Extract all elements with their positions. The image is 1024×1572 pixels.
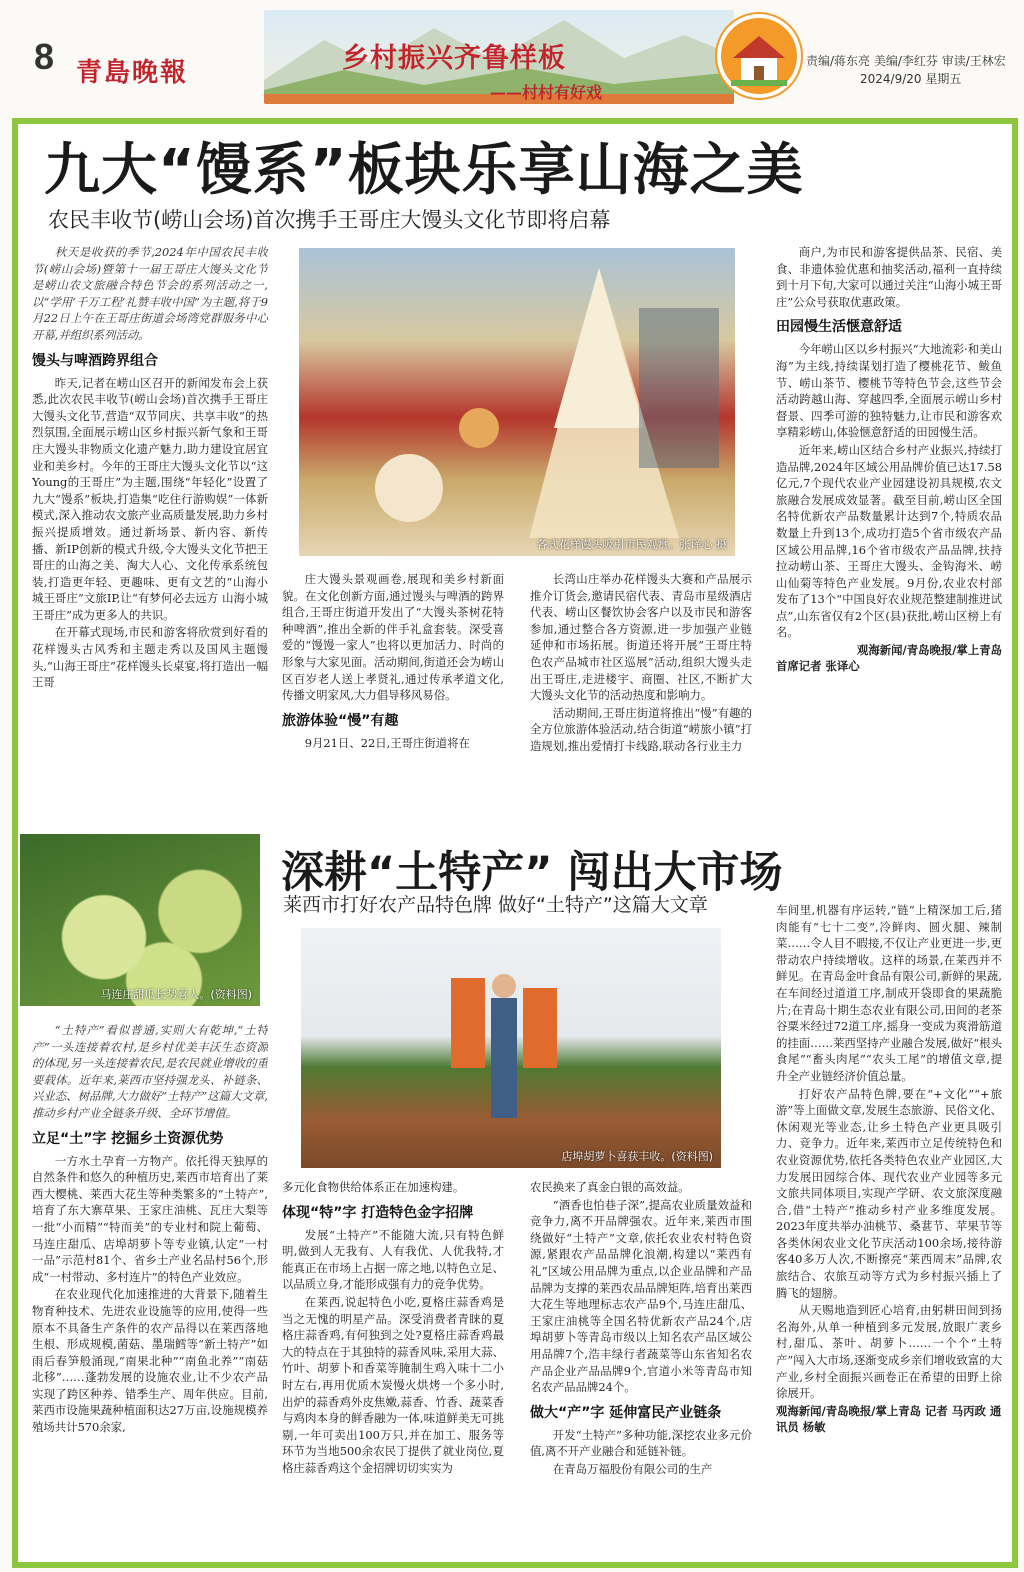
article1-byline: 观海新闻/青岛晚报/掌上青岛 <box>856 643 1002 658</box>
article1-headline: 九大“馒系”板块乐享山海之美 <box>44 138 804 203</box>
photo-caption: 店埠胡萝卜喜获丰收。(资料图) <box>561 1150 713 1163</box>
article1-column-2 <box>282 571 504 831</box>
article2-section-heading-2: 体现“特”字 打造特色金字招牌 <box>282 1204 474 1221</box>
article2-column-2 <box>282 1179 504 1562</box>
banner-subtitle: ——村村有好戏 <box>490 83 603 102</box>
melon-photo <box>20 834 260 1006</box>
carrot-harvest-photo <box>301 928 721 1168</box>
article1-column-4 <box>776 244 1002 829</box>
article2-byline: 观海新闻/青岛晚报/掌上青岛 记者 马丙政 通讯员 杨敏 <box>776 1403 1002 1434</box>
photo-caption: 马连庄甜瓜长势喜人。(资料图) <box>100 988 252 1001</box>
article1-paragraph: 今年崂山区以乡村振兴“大地流彩·和美山海”为主线,持续谋划打造了樱桃花节、鲅鱼节、崂山茶节、樱桃节等特色节会,这些节会活动跨越山海、穿越四季,全面展示崂山乡村督景、四季可游的独特魅力,让市民和游客欢享精彩崂山,体验惬意舒适的田园慢生活。 <box>776 342 1002 440</box>
article2-paragraph: 多元化食物供给体系正在加速构建。 <box>282 1180 465 1194</box>
article2-paragraph: 农民换来了真金白银的高效益。 <box>530 1180 690 1194</box>
article1-paragraph: 9月21日、22日,王哥庄街道将在 <box>304 735 470 750</box>
steamed-bun-tower-photo <box>299 248 735 556</box>
article2-paragraph: 开发“土特产”多种功能,深挖农业多元价值,离不开产业融合和延链补链。 <box>530 1427 752 1459</box>
article2-paragraph: 一方水土孕育一方物产。依托得天独厚的自然条件和悠久的种植历史,莱西市培育出了莱西大樱桃、莱西大花生等种类繁多的“土特产”,培育了东大寨草果、王家庄油桃、瓦庄大梨等一批“小而精”“特而美”的专业村和院上葡萄、马连庄甜瓜、店埠胡萝卜等专业镇,认定“一村一品”示范村81个、省乡土产业名品村56个,形成“一村带动、多村连片”的特色产业效应。 <box>32 1153 268 1284</box>
article1-paragraph: 商户,为市民和游客提供品茶、民宿、美食、非遗体验优惠和抽奖活动,福利一直持续到十月下旬,大家可以通过关注“山海小城王哥庄”公众号获取优惠政策。 <box>776 245 1002 309</box>
article2-paragraph: 在青岛万福股份有限公司的生产 <box>552 1461 713 1476</box>
article1-column-1 <box>32 244 268 829</box>
newspaper-masthead: 青島晚報 <box>76 58 189 88</box>
article1-paragraph: 长湾山庄举办花样馒头大赛和产品展示推介订货会,邀请民宿代表、青岛市星级酒店代表、崂山区餐饮协会客户以及市民和游客参加,通过整合各方资源,进一步加强产业链延伸和市场拓展。街道还将开展“王哥庄特色农产品城市社区巡展”活动,组织大馒头走出王哥庄,走进楼宇、商圈、社区,不断扩大大馒头文化节的活动热度和影响力。 <box>530 572 752 703</box>
article1-paragraph: 近年来,崂山区结合乡村产业振兴,持续打造品牌,2024年区域公用品牌价值已达17.58亿元,7个现代农业产业园建设初具规模,农文旅融合发展成效显著。截至目前,崂山区全国名特优新农产品数量累计达到7个,特质农品数量上升到13个,成功打造5个省市级农产品区域公用品牌,16个省市级农产品品牌,扶持拉动崂山茶、王哥庄大馒头、金钩海米、崂山仙菊等特色产业发展。9月份,农业农村部发布了13个“中国良好农业规范整建制推进试点”,山东省仅有2个区(县)获批,崂山区榜上有名。 <box>776 442 1002 640</box>
content-frame <box>12 118 1018 1568</box>
article2-paragraph: “酒香也怕巷子深”,提高农业质量效益和竞争力,离不开品牌强农。近年来,莱西市围绕做好“土特产”文章,依托农业农村特色资源,紧跟农产品品牌化浪潮,构建以“莱西有礼”区域公用品牌为重点,以企业品牌和产品品牌为支撑的莱西农品品牌矩阵,培育出莱西大花生等地理标志农产品9个,马连庄甜瓜、王家庄油桃等全国名特优新农产品24个,店埠胡萝卜等青岛市级以上知名农产品区域公用品牌7个,浩丰绿行者蔬菜等山东省知名农产品企业产品品牌9个,官道小米等青岛市知名农产品品牌24个。 <box>530 1197 752 1395</box>
article2-lead: “土特产”看似普通,实则大有乾坤,“土特产”一头连接着农村,是乡村优美丰沃生态资源的体现,另一头连接着农民,是农民就业增收的重要载体。近年来,莱西市坚持强龙头、补链条、兴业态、树品牌,大力做好“土特产”这篇大文章,推动乡村产业全链条升级、全环节增值。 <box>32 1023 268 1120</box>
editor-credits: 责编/蒋东亮 美编/李红芬 审读/王林宏 <box>806 54 1006 68</box>
article2-paragraph: 从天赐地造到匠心培育,由躬耕田间到扬名海外,从单一种植到多元发展,放眼广袤乡村,甜瓜、茶叶、胡萝卜……一个个“土特产”闯入大市场,逐渐变成乡亲们增收致富的大产业,乡村全面振兴画卷正在希望的田野上徐徐展开。 <box>776 1303 1002 1401</box>
article2-section-heading-1: 立足“土”字 挖掘乡土资源优势 <box>32 1130 224 1147</box>
article1-paragraph: 在开幕式现场,市民和游客将欣赏到好看的花样馒头古风秀和主题走秀以及国风主题馒头,“山海王哥庄”花样馒头长桌宴,将打造出一幅王哥 <box>32 625 268 690</box>
photo-caption: 各式花样馒头吸引市民观赏。张译心 摄 <box>536 538 727 551</box>
article1-section-heading-2: 旅游体验“慢”有趣 <box>282 712 399 729</box>
banner-title: 乡村振兴齐鲁样板 <box>342 43 566 74</box>
article1-paragraph: 活动期间,王哥庄街道将推出“慢”有趣的全方位旅游体验活动,结合街道“崂旅小镇”打造规划,推出爱情打卡线路,联动各行业主力 <box>530 705 752 753</box>
page-header <box>0 0 1024 114</box>
article1-reporter: 首席记者 张译心 <box>776 659 860 674</box>
article1-subheadline: 农民丰收节(崂山会场)首次携手王哥庄大馒头文化节即将启幕 <box>48 208 611 232</box>
article2-paragraph: 在莱西,说起特色小吃,夏格庄蒜香鸡是当之无愧的明星产品。深受消费者青睐的夏格庄蒜香鸡,有何独到之处?夏格庄蒜香鸡最大的特点在于其独特的蒜香风味,采用大蒜、竹叶、胡萝卜和香菜等腌制生鸡入味十二小时左右,再用优质木炭慢火烘烤一个多小时,出炉的蒜香鸡外皮焦嫩,蒜香、竹香、蔬菜香与鸡肉本身的鲜香融为一体,味道鲜美无可挑剔,一年可卖出100万只,并在加工、服务等环节为当地500余农民丁提供了就业岗位,夏格庄蒜香鸡这个金招牌切切实实为 <box>282 1294 504 1475</box>
article2-subheadline: 莱西市打好农产品特色牌 做好“土特产”这篇大文章 <box>283 894 708 916</box>
article2-column-4 <box>776 902 1002 1562</box>
article2-column-3 <box>530 1179 752 1562</box>
article2-column-1 <box>32 1022 268 1562</box>
section-banner <box>264 10 734 104</box>
article1-paragraph: 昨天,记者在崂山区召开的新闻发布会上获悉,此次农民丰收节(崂山会场)首次携手王哥庄大馒头文化节,营造“双节同庆、共享丰收”的热烈氛围,全面展示崂山区乡村振兴新气象和王哥庄大馒头非物质文化遗产魅力,助力建设宜居宜业和美乡村。今年的王哥庄大馒头文化节以“这Young的王哥庄”为主题,围绕“年轻化”设置了九大“馒系”板块,打造集“吃住行游购娱”一体新模式,深入推动农文旅产业高质量发展,助力乡村振兴提质增效。通过新场景、新内容、新传播、新IP创新的模式升级,令大馒头文化节把王哥庄的山海之美、淘大人心、文化传承系统包装,打造更年轻、更趣味、更有文艺的“山海小城王哥庄”文旅IP,让“有梦何必去远方 山海小城王哥庄”成为更多人的共识。 <box>32 375 268 622</box>
article2-paragraph: 发展“土特产”不能随大流,只有特色鲜明,做到人无我有、人有我优、人优我特,才能真正在市场上占据一席之地,以特色立足、以品质立身,才能形成强有力的竞争优势。 <box>282 1227 504 1292</box>
article1-section-heading-1: 馒头与啤酒跨界组合 <box>32 352 158 369</box>
article2-headline: 深耕“土特产” 闯出大市场 <box>281 848 783 898</box>
farmer-illustration <box>301 928 721 1168</box>
article2-paragraph: 车间里,机器有序运转,“链”上精深加工后,猪肉能有“七十二变”,冷鲜肉、圆火腿、辣制菜……令人目不暇接,不仅让产业更进一步,更带动农户持续增收。这样的场景,在莱西并不鲜见。在青岛金叶食品有限公司,新鲜的果蔬,在车间经过道道工序,制成开袋即食的果蔬脆片;在青岛十期生态农业有限公司,田间的老茶谷粟米经过72道工序,摇身一变成为爽滑筋道的挂面……莱西坚持产业融合发展,做好“根头食尾”“畜头肉尾”“农头工尾”的增值文章,提升全产业链经济价值总量。 <box>776 903 1002 1083</box>
issue-date: 2024/9/20 星期五 <box>860 72 962 86</box>
house-icon <box>717 14 801 98</box>
article1-paragraph: 庄大馒头景观画卷,展现和美乡村新面貌。在文化创新方面,通过馒头与啤酒的跨界组合,王哥庄街道开发出了“大馒头茶树花特种啤酒”,推出全新的伴手礼盒套装。深受喜爱的“馒馒一家人”也将以更加活力、时尚的形象与大家见面。活动期间,街道还会为崂山区百岁老人送上孝贤礼,通过传承孝道文化,传播文明家风,大力倡导移风易俗。 <box>282 572 504 703</box>
article1-column-3 <box>530 571 752 831</box>
article2-section-heading-3: 做大“产”字 延伸富民产业链条 <box>530 1404 722 1421</box>
article2-paragraph: 打好农产品特色牌,要在“+文化”“+旅游”等上面做文章,发展生态旅游、民俗文化、休闲观光等业态,让乡土特色产业更具吸引力、竞争力。近年来,莱西市立足传统特色和农业资源优势,依托各类特色农业产业园区,大力发展田园综合体、现代农业产业园等多元文旅共同体项目,实现产学研、农文旅深度融合,借“土特产”推动乡村产业多维度发展。2023年度共举办油桃节、桑葚节、苹果节等各类休闲农业文化节庆活动100余场,接待游客40多万人次,不断擦亮“莱西周末”品牌,农旅结合、农旅互动等方式为乡村振兴插上了腾飞的翅膀。 <box>776 1086 1002 1300</box>
article1-section-heading-3: 田园慢生活惬意舒适 <box>776 319 902 336</box>
article2-paragraph: 在农业现代化加速推进的大背景下,随着生物育种技术、先进农业设施等的应用,使得一些原本不具备生产条件的农产品得以在莱西落地生根、形成规模,菌菇、墨瑞鳕等“新土特产”如雨后春笋般涌现,“南果北种”“南鱼北养”“南菇北移”……蓬勃发展的设施农业,让不少农产品实现了跨区种养、错季生产、周年供应。目前,莱西市设施果蔬种植面积达27万亩,设施规模养殖场共计570余家, <box>32 1287 268 1435</box>
bun-tower-illustration <box>299 248 735 556</box>
article1-lead: 秋天是收获的季节,2024年中国农民丰收节(崂山会场)暨第十一届王哥庄大馒头文化节是崂山农文旅融合特色节会的系列活动之一,以“学用‘千万工程’礼赞丰收中国”为主题,将于9月22日上午在王哥庄街道会场湾党群服务中心开幕,并组织系列活动。 <box>32 245 268 342</box>
page-number: 8 <box>34 36 55 77</box>
